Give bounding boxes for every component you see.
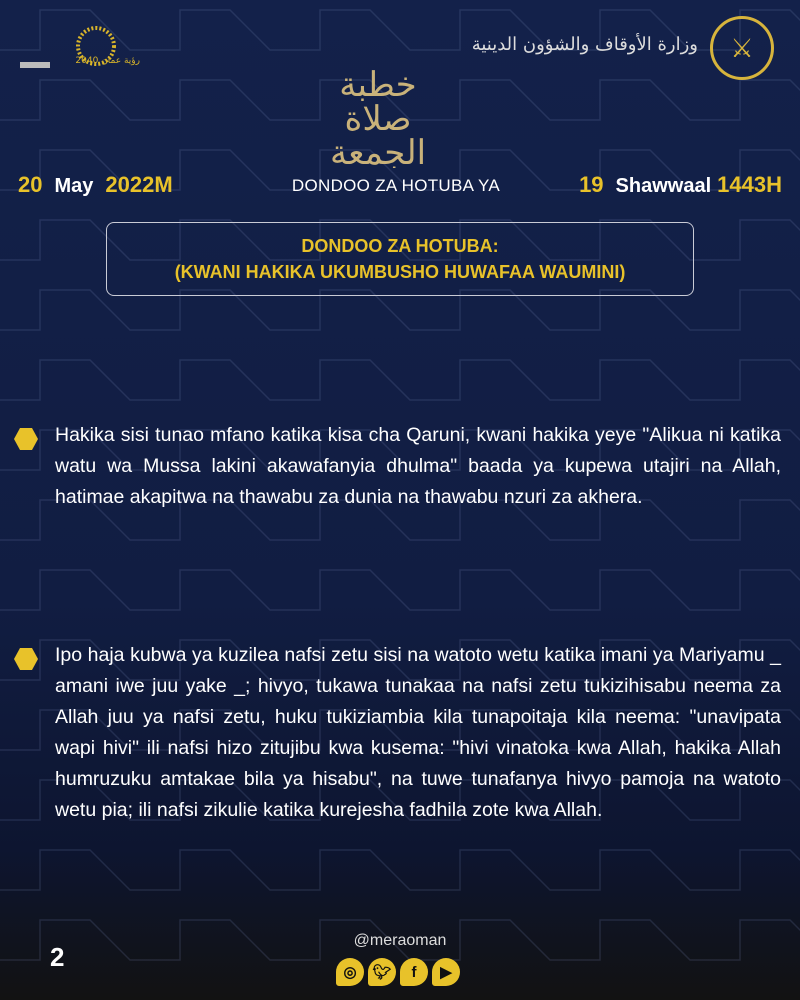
ministry-name: وزارة الأوقاف والشؤون الدينية bbox=[471, 34, 698, 55]
hijri-month: Shawwaal bbox=[615, 175, 712, 197]
page-number: 2 bbox=[50, 942, 65, 972]
point-1: Hakika sisi tunao mfano katika kisa cha Qaruni, kwani hakika yeye "Alikua ni katika watu wa Mussa lakini akawafanyia dhulma" baada ya kupewa utajiri na Allah, hatimae akapitwa na thawabu za dunia na thawabu nzuri za akhera. bbox=[55, 424, 781, 508]
ministry-seal-icon: ⚔ bbox=[710, 16, 774, 80]
pattern-line bbox=[0, 850, 800, 890]
title-box bbox=[106, 222, 694, 296]
twitter-icon[interactable]: 🐦︎ bbox=[368, 958, 396, 986]
social-handle: @meraoman bbox=[353, 932, 447, 949]
friday-sermon-calligraphy: خطبة صلاة الجمعة bbox=[329, 68, 427, 168]
oman-vision-label: رؤية عمان 2040 bbox=[75, 56, 140, 66]
instagram-icon[interactable]: ◎ bbox=[336, 958, 364, 986]
youtube-icon[interactable]: ▶ bbox=[432, 958, 460, 986]
center-title: DONDOO ZA HOTUBA YA bbox=[291, 176, 501, 195]
social-icons bbox=[336, 958, 460, 986]
pattern-line bbox=[0, 290, 800, 330]
title-line-1: DONDOO ZA HOTUBA: bbox=[301, 236, 499, 256]
gregorian-date bbox=[18, 172, 173, 198]
gregorian-month: May bbox=[54, 175, 94, 197]
hijri-day: 19 bbox=[579, 172, 604, 197]
hijri-year: 1443H bbox=[717, 172, 782, 197]
facebook-icon[interactable]: f bbox=[400, 958, 428, 986]
hijri-date bbox=[579, 172, 782, 198]
title-line-2: (KWANI HAKIKA UKUMBUSHO HUWAFAA WAUMINI) bbox=[174, 262, 626, 282]
pattern-line bbox=[0, 570, 800, 610]
gregorian-day: 20 bbox=[18, 172, 43, 197]
point-2: Ipo haja kubwa ya kuzilea nafsi zetu sisi na watoto wetu katika imani ya Mariyamu _ amani iwe juu yake _; hivyo, tukawa tunakaa na nafsi zetu tukizihisabu neema za Allah juu ya nafsi zetu, huku tukiziambia kila tunapoitaja kila neema: "unavipata wapi hivi" ili nafsi hizo zitujibu kwa kusema: "hivi vinatoka kwa Allah, hakika Allah humruzuku amtakae bila ya hisabu", na tuwe tunafanya hivyo pamoja na watoto wetu pia; ili nafsi zikulie katika kurejesha fadhila zote kwa Allah. bbox=[55, 644, 781, 821]
gregorian-year: 2022M bbox=[105, 172, 173, 197]
oman-vision-logo bbox=[18, 20, 138, 76]
pattern-line bbox=[0, 360, 800, 400]
